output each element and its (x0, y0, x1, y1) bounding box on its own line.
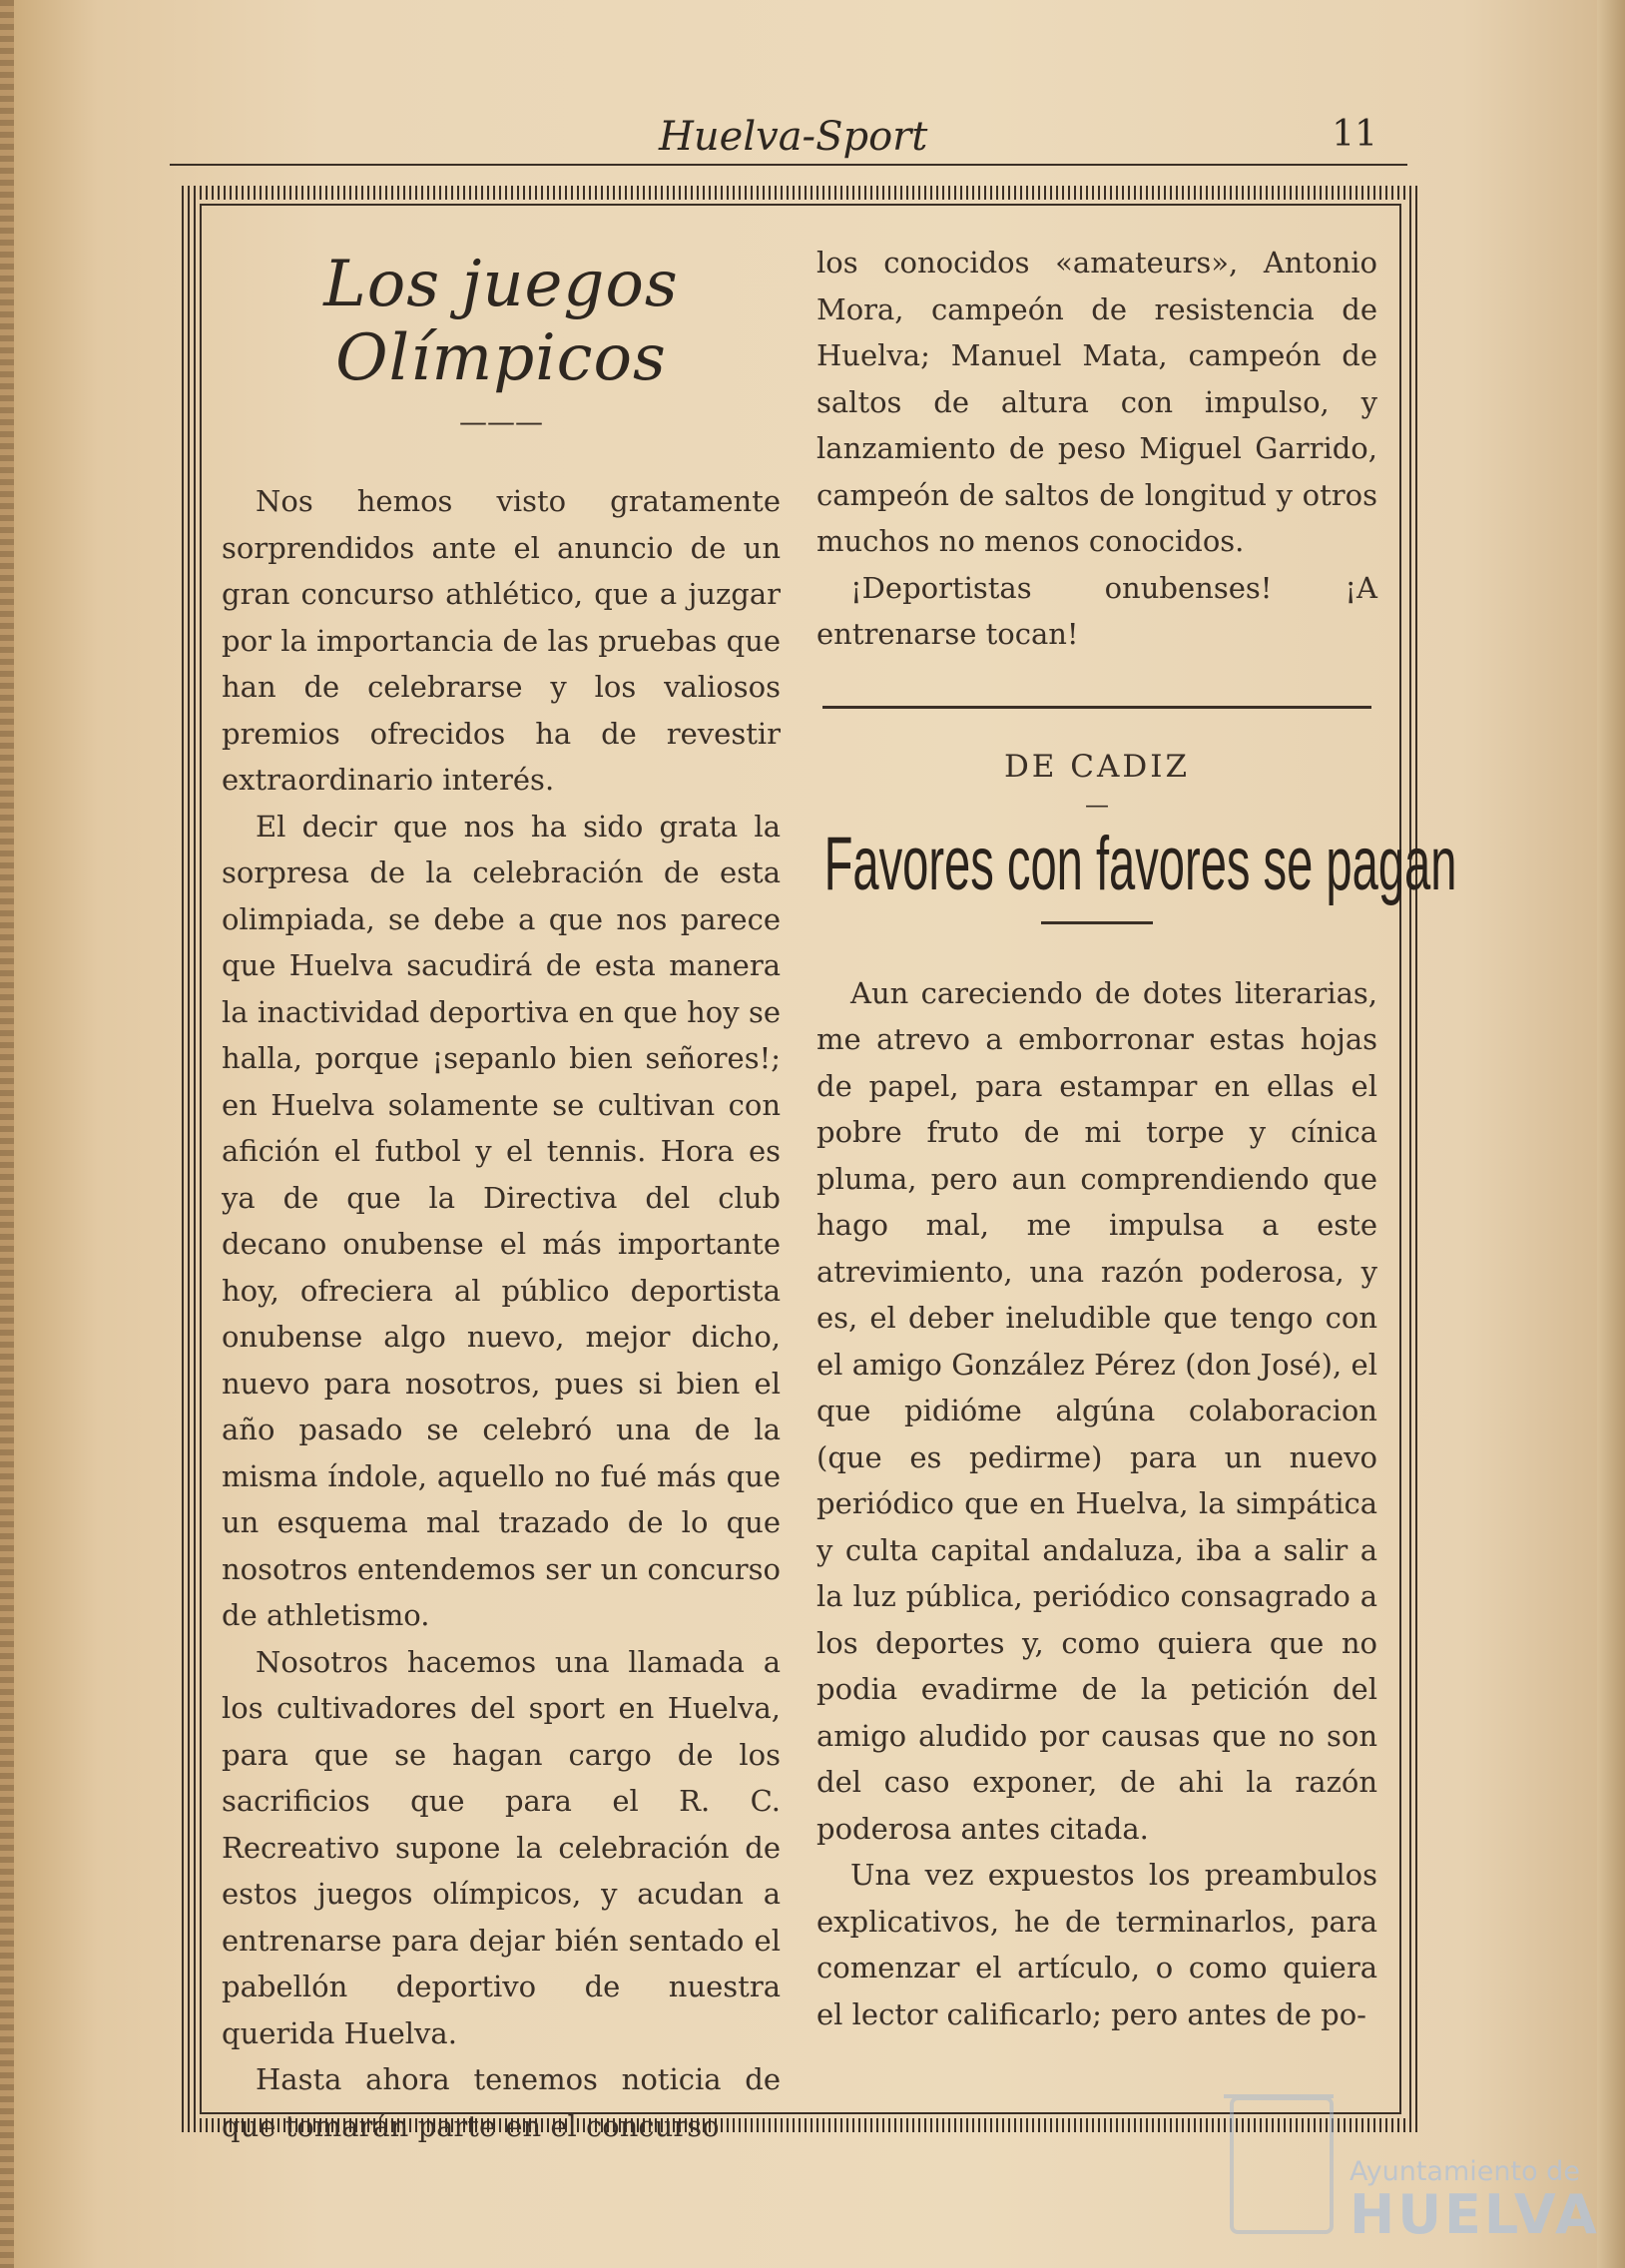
page-number: 11 (1332, 114, 1377, 155)
section-dash: — (1085, 790, 1109, 819)
paragraph: Nosotros hacemos una llamada a los cultivadores del sport en Huelva, para que se hagan cargo de los sacrificios que para el R. C. Recreativo supone la celebración de estos juegos olímpicos, y acudan a entrenarse para dejar bién sentado el pabellón deportivo de nuestra querida Huelva. (222, 1644, 781, 2050)
journal-title: Huelva-Sport (659, 114, 928, 160)
title-dash: ——— (459, 405, 543, 438)
paragraph: Aun careciendo de dotes literarias, me atrevo a emborronar estas hojas de papel, para estampar en ellas el pobre fruto de mi torpe y cínica pluma, pero aun comprendiendo que hago mal, me impulsa a este atrevimiento, una razón poderosa, y es, el deber ineludible que tengo con el amigo González Pérez (don José), el que pidióme algúna colaboracion (que es pedirme) para un nuevo periódico que en Huelva, la simpática y culta capital andaluza, iba a salir a la luz pública, periódico consagrado a los deportes y, como quiera que no podia evadirme de la petición del amigo aludido por causas que no son del caso exponer, de ahi la razón poderosa antes citada. (816, 975, 1377, 1846)
section-label: DE CADIZ (1003, 748, 1191, 785)
page-header (170, 110, 1407, 166)
left-column (222, 240, 781, 2149)
paragraph: ¡Deportistas onubenses! ¡A entrenarse tocan! (816, 570, 1377, 651)
section-separator (822, 706, 1371, 709)
coat-of-arms-icon (1220, 2066, 1340, 2236)
paragraph: Una vez expuestos los preambulos explicativos, he de terminarlos, para comenzar el artículo, o como quiera el lector calificarlo; pero antes de po- (816, 1858, 1377, 2031)
watermark-line1: Ayuntamiento de (1350, 2156, 1580, 2187)
watermark-line2: HUELVA (1350, 2183, 1600, 2246)
paragraph: Nos hemos visto gratamente sorprendidos ante el anuncio de un gran concurso athlético, que a juzgar por la importancia de las pruebas que han de celebrarse y los valiosos premios ofrecidos ha de revestir extraordinario interés. (222, 484, 781, 797)
paragraph: los conocidos «amateurs», Antonio Mora, campeón de resistencia de Huelva; Manuel Mata, campeón de saltos de altura con impulso, y lanzamiento de peso Miguel Garrido, campeón de saltos de longitud y otros muchos no menos conocidos. (816, 246, 1377, 558)
watermark (1350, 2156, 1600, 2246)
headline-rule (1041, 921, 1153, 924)
right-column (816, 240, 1457, 2037)
paragraph: Hasta ahora tenemos noticia de que tomarán parte en el concurso (222, 2062, 781, 2143)
paragraph: El decir que nos ha sido grata la sorpresa de la celebración de esta olimpiada, se debe a que nos parece que Huelva sacudirá de esta manera la inactividad deportiva en que hoy se halla, porque ¡sepanlo bien señores!; en Huelva solamente se cultivan con afición el futbol y el tennis. Hora es ya de que la Directiva del club decano onubense el más importante hoy, ofreciera al público deportista onubense algo nuevo, mejor dicho, nuevo para nosotros, pues si bien el año pasado se celebró una de la misma índole, aquello no fué más que un esquema mal trazado de lo que nosotros entendemos ser un concurso de athletismo. (222, 809, 781, 1632)
article-headline: Favores con favores se pagan (823, 821, 1457, 906)
article-title: Los juegos Olímpicos (323, 248, 679, 395)
page-edge (1597, 0, 1625, 2268)
book-spine (0, 0, 14, 2268)
header-rule (170, 164, 1407, 166)
